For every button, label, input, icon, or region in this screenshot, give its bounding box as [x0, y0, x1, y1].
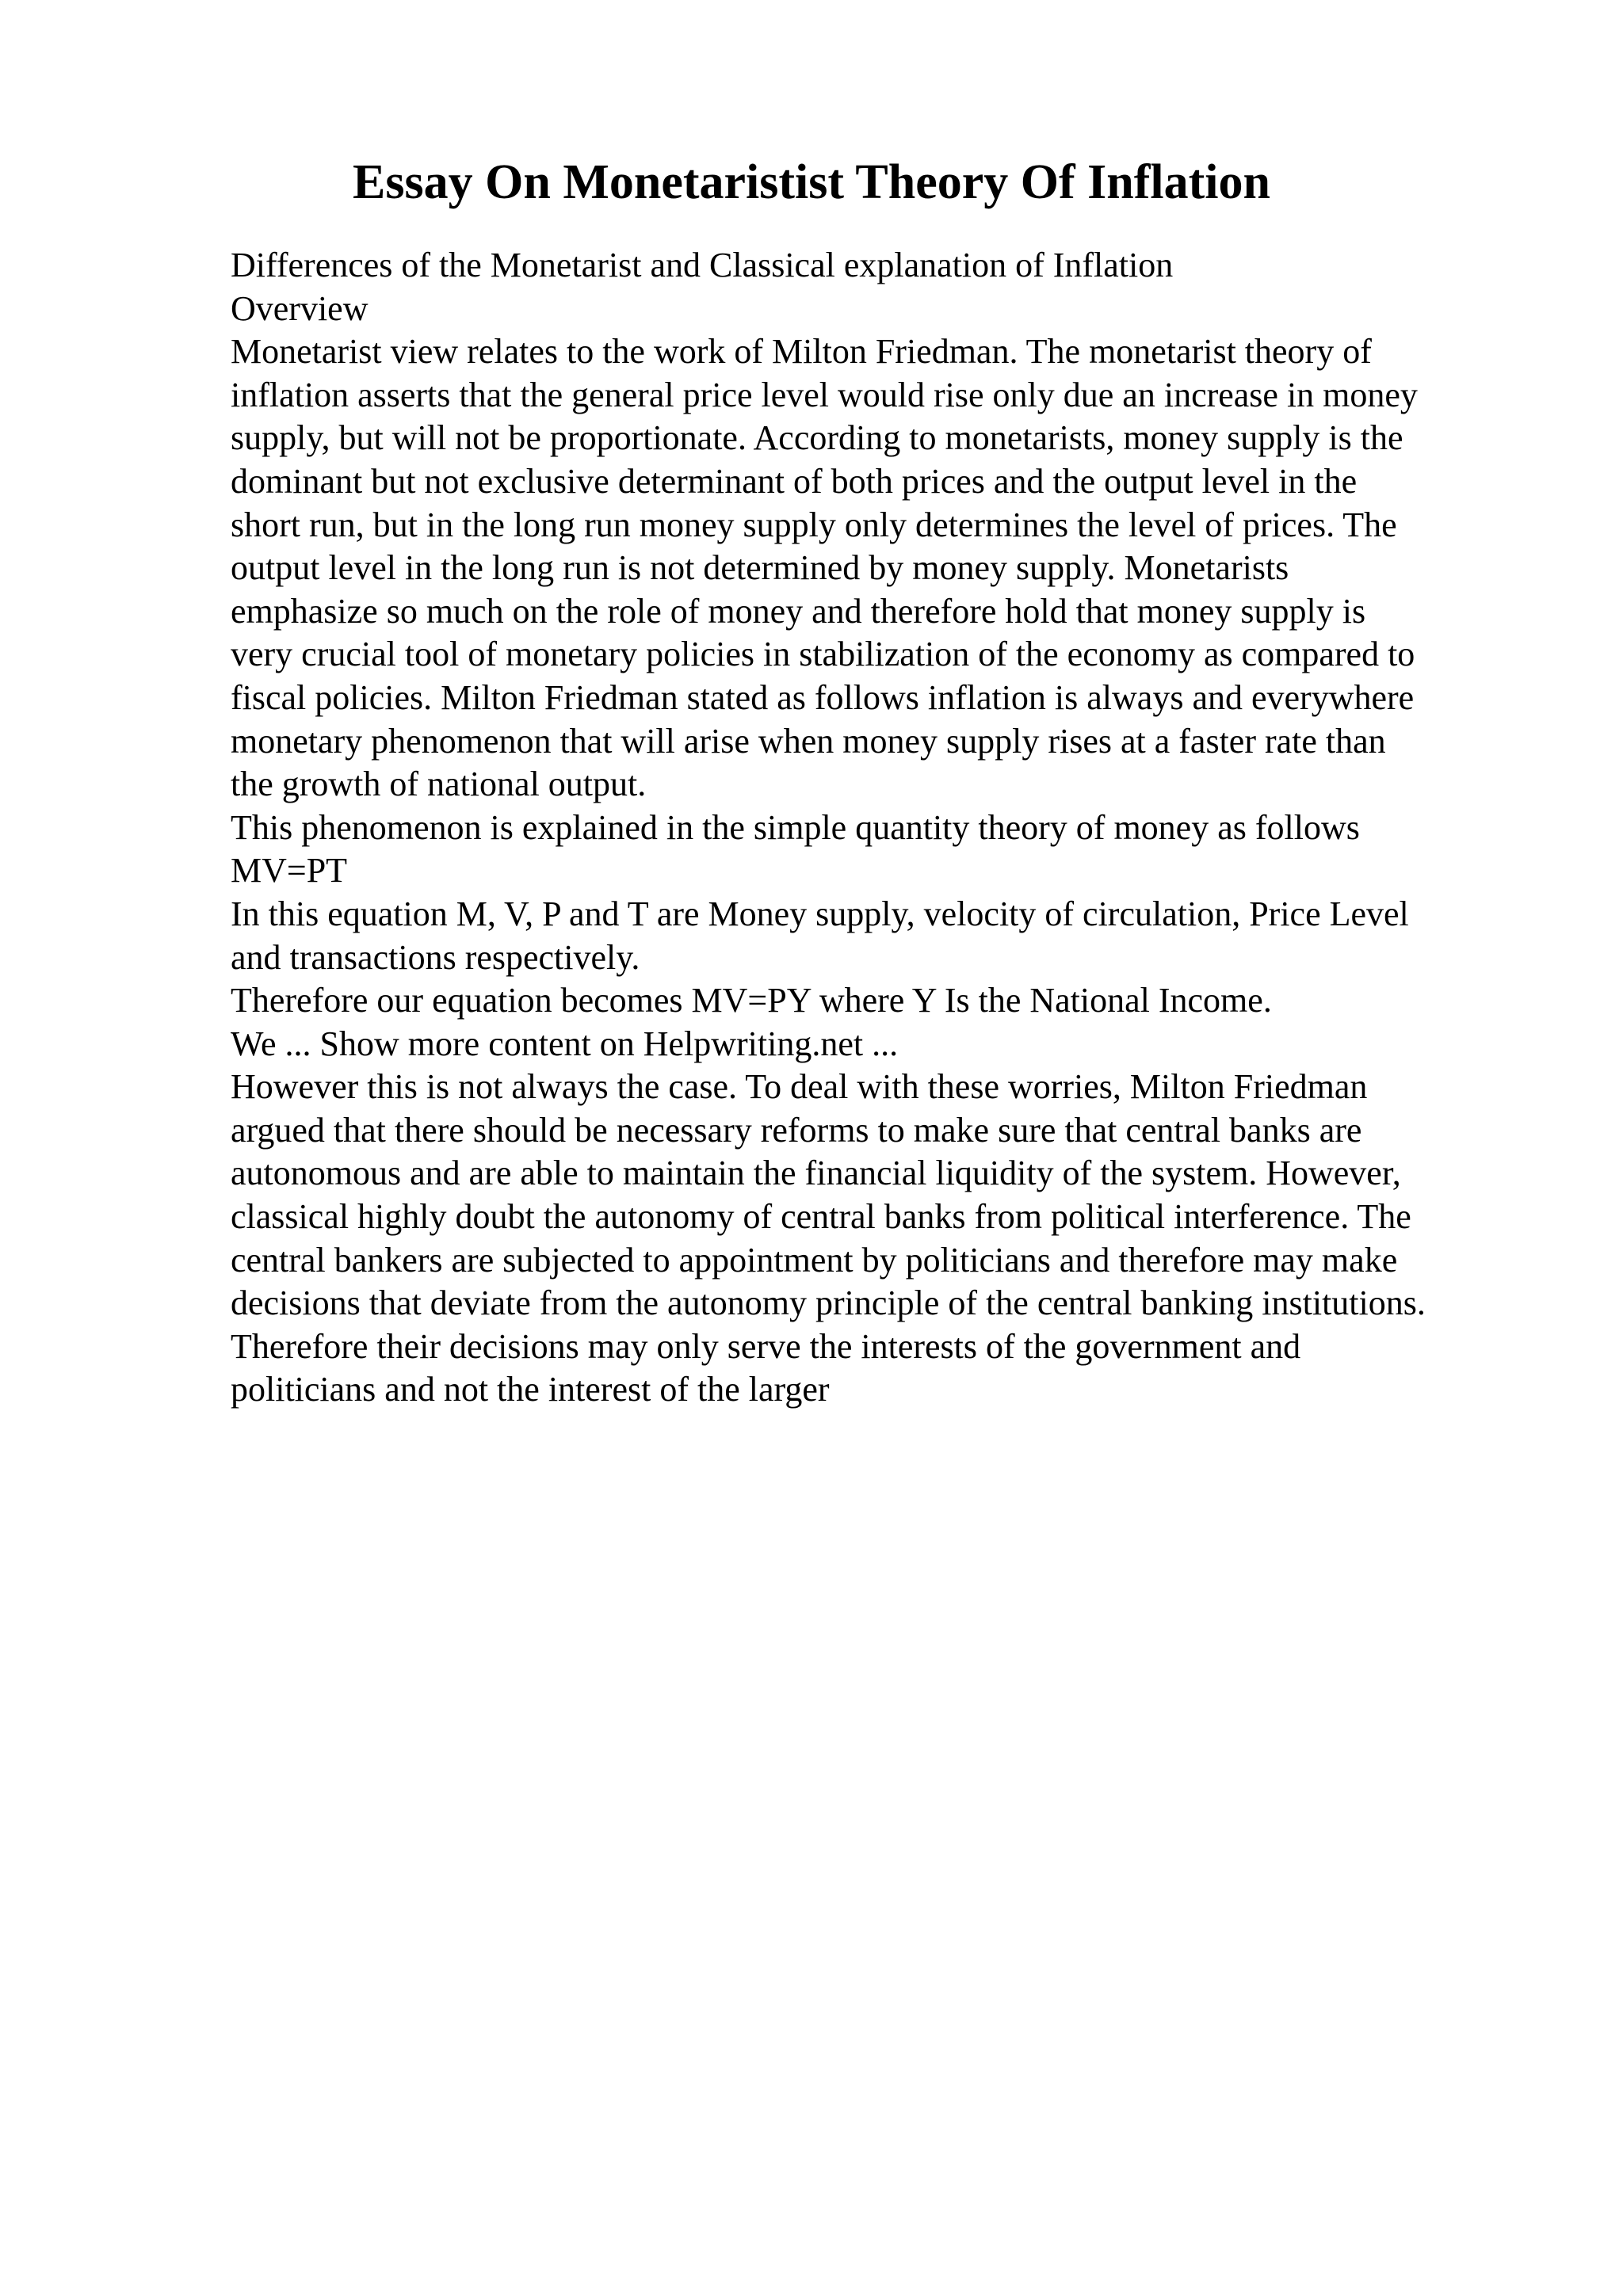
body-line: Therefore our equation becomes MV=PY where Y Is the National Income. [231, 981, 1272, 1020]
document-title: Essay On Monetaristist Theory Of Inflation [353, 155, 1270, 209]
body-line: dominant but not exclusive determinant of both prices and the output level in the [231, 461, 1358, 501]
body-line: monetary phenomenon that will arise when money supply rises at a faster rate than [231, 721, 1386, 761]
body-line: supply, but will not be proportionate. According to monetarists, money supply is the [231, 418, 1403, 458]
body-line: decisions that deviate from the autonomy principle of the central banking institutions. [231, 1283, 1426, 1323]
body-line: short run, but in the long run money supply only determines the level of prices. The [231, 505, 1397, 544]
body-line: In this equation M, V, P and T are Money supply, velocity of circulation, Price Level [231, 894, 1409, 933]
body-line: classical highly doubt the autonomy of central banks from political interference. The [231, 1197, 1411, 1237]
body-line: This phenomenon is explained in the simple quantity theory of money as follows [231, 807, 1360, 847]
body-line: politicians and not the interest of the larger [231, 1370, 830, 1409]
body-line: argued that there should be necessary reforms to make sure that central banks are [231, 1110, 1362, 1150]
body-line: Therefore their decisions may only serve the interests of the government and [231, 1326, 1301, 1366]
body-line: inflation asserts that the general price level would rise only due an increase in money [231, 375, 1418, 414]
body-line: and transactions respectively. [231, 937, 640, 977]
document-body [231, 244, 1514, 1412]
body-line: central bankers are subjected to appointment by politicians and therefore may make [231, 1240, 1398, 1280]
body-line: Monetarist view relates to the work of Milton Friedman. The monetarist theory of [231, 332, 1372, 372]
body-line: output level in the long run is not determined by money supply. Monetarists [231, 548, 1289, 588]
body-line: fiscal policies. Milton Friedman stated as follows inflation is always and everywhere [231, 677, 1415, 717]
body-line: Differences of the Monetarist and Classical explanation of Inflation [231, 246, 1174, 284]
body-line: Overview [231, 288, 369, 328]
equation-line: MV=PT [231, 851, 348, 891]
show-more-line: We ... Show more content on Helpwriting.net ... [231, 1024, 899, 1063]
body-line: However this is not always the case. To deal with these worries, Milton Friedman [231, 1067, 1368, 1107]
body-line: autonomous and are able to maintain the financial liquidity of the system. However, [231, 1154, 1401, 1193]
body-line: very crucial tool of monetary policies in stabilization of the economy as compared to [231, 635, 1415, 674]
body-line: the growth of national output. [231, 765, 647, 804]
body-line: emphasize so much on the role of money and therefore hold that money supply is [231, 591, 1366, 631]
